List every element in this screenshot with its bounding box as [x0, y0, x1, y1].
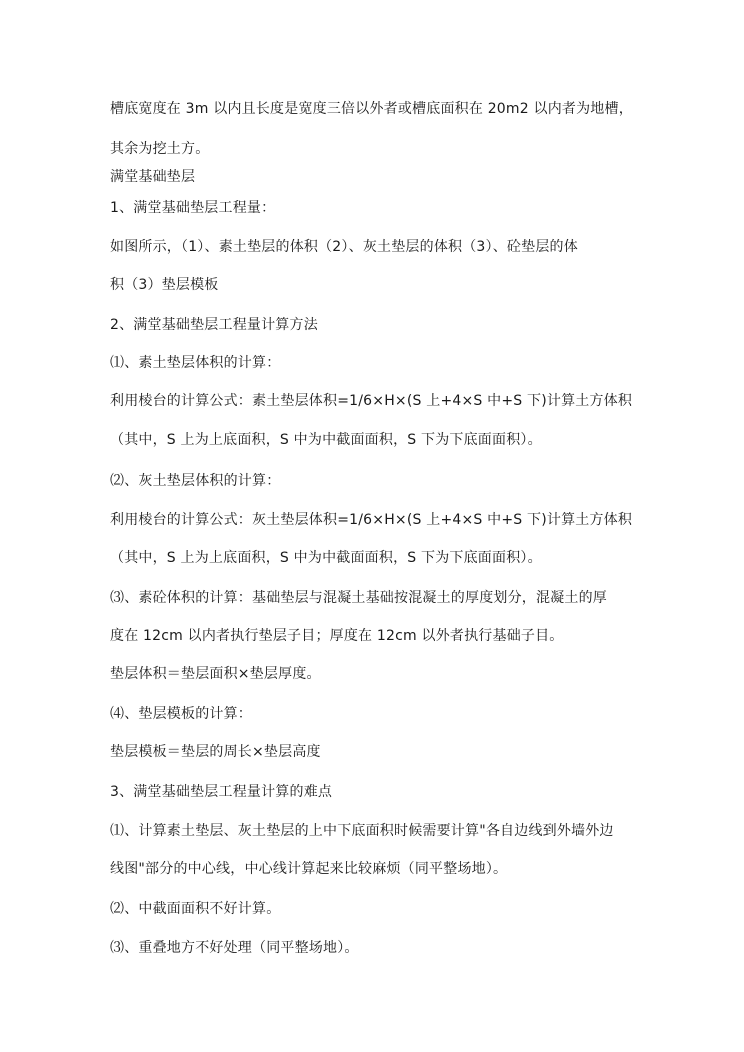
- formula-line: 垫层体积＝垫层面积×垫层厚度。: [110, 666, 321, 682]
- formula-line: 利用棱台的计算公式：素土垫层体积=1/6×H×(S 上+4×S 中+S 下)计算土方体积: [110, 393, 633, 409]
- body-text-line: 线图"部分的中心线，中心线计算起来比较麻烦（同平整场地）。: [110, 861, 508, 877]
- section-heading: 2、满堂基础垫层工程量计算方法: [110, 317, 318, 333]
- body-text-line: （其中，S 上为上底面积，S 中为中截面面积，S 下为下底面面积）。: [110, 432, 542, 448]
- subsection-heading: ⑵、灰土垫层体积的计算：: [110, 473, 281, 489]
- section-heading: 1、满堂基础垫层工程量：: [110, 200, 276, 216]
- body-text-line: 如图所示，（1）、素土垫层的体积（2）、灰土垫层的体积（3）、砼垫层的体: [110, 239, 578, 255]
- formula-line: 利用棱台的计算公式：灰土垫层体积=1/6×H×(S 上+4×S 中+S 下)计算土方体积: [110, 512, 633, 528]
- body-text-line: ⑴、计算素土垫层、灰土垫层的上中下底面积时候需要计算"各自边线到外墙外边: [110, 823, 614, 839]
- subsection-heading: ⑴、素土垫层体积的计算：: [110, 355, 281, 371]
- section-heading: 满堂基础垫层: [110, 169, 196, 185]
- body-text-line: 槽底宽度在 3m 以内且长度是宽度三倍以外者或槽底面积在 20m2 以内者为地槽，: [110, 101, 633, 117]
- body-text-line: ⑵、中截面面积不好计算。: [110, 901, 281, 917]
- subsection-heading: ⑶、素砼体积的计算：基础垫层与混凝土基础按混凝土的厚度划分，混凝土的厚: [110, 590, 607, 606]
- body-text-line: 度在 12cm 以内者执行垫层子目；厚度在 12cm 以外者执行基础子目。: [110, 628, 564, 644]
- body-text-line: ⑶、重叠地方不好处理（同平整场地）。: [110, 940, 359, 956]
- subsection-heading: ⑷、垫层模板的计算：: [110, 706, 252, 722]
- section-heading: 3、满堂基础垫层工程量计算的难点: [110, 784, 333, 800]
- body-text-line: （其中，S 上为上底面积，S 中为中截面面积，S 下为下底面面积）。: [110, 550, 542, 566]
- body-text-line: 积（3）垫层模板: [110, 277, 219, 293]
- body-text-line: 其余为挖土方。: [110, 141, 210, 157]
- formula-line: 垫层模板＝垫层的周长×垫层高度: [110, 744, 321, 760]
